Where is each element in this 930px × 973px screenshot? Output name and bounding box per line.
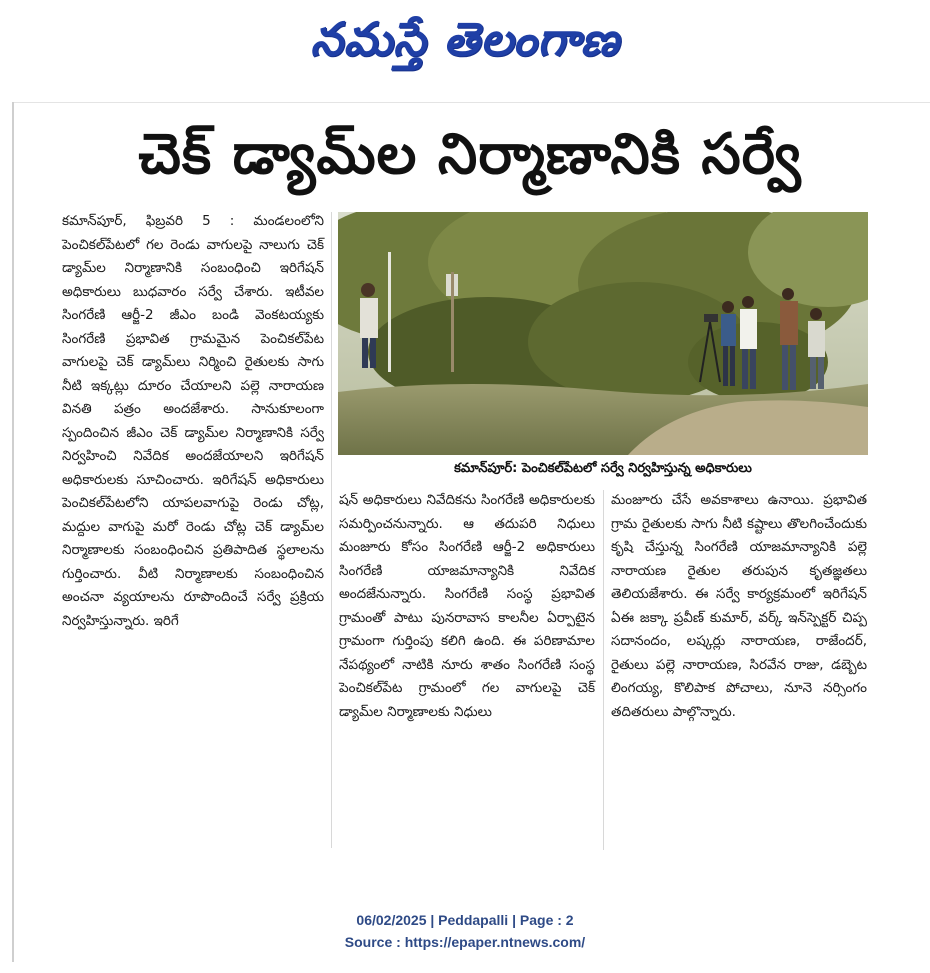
article-headline: చెక్ డ్యామ్‌ల నిర్మాణానికి సర్వే <box>138 122 802 187</box>
column-divider-1 <box>331 212 332 848</box>
article-column-2 <box>339 489 595 724</box>
article-column-2-text: షన్ అధికారులు నివేదికను సింగరేణి అధికారులకు సమర్పించనున్నారు. ఆ తదుపరి నిధులు మంజూరు కోసం సింగరేణి ఆర్జీ-2 అధికారులు సింగరేణి యాజమాన్యానికి నివేదిక అందజేనున్నారు. సింగరేణి సంస్థ ప్రభావిత గ్రామంతో పాటు పునరావాస కాలనీల ఏర్పాటైన గ్రామంగా గుర్తింపు కలిగి ఉంది. ఈ పరిణామాల నేపథ్యంలో నాటికి నూరు శాతం సింగరేణి సంస్థ పెంచికల్‌పేట గ్రామంలో గల వాగులపై చెక్ డ్యామ్‌ల నిర్మాణాలకు నిధులు <box>339 492 595 720</box>
article-photo <box>338 212 868 455</box>
survey-photo-illustration <box>338 212 868 455</box>
photo-caption: కమాన్‌పూర్: పెంచికల్‌పేటలో సర్వే నిర్వహిస్తున్న అధికారులు <box>454 461 752 476</box>
column-divider-2 <box>603 490 604 850</box>
frame-left-border <box>12 102 14 962</box>
masthead-title: నమస్తే తెలంగాణ <box>310 12 620 66</box>
article-column-3 <box>611 489 867 724</box>
article-column-3-text: మంజూరు చేసే అవకాశాలు ఉనాయి. ప్రభావిత గ్రామ రైతులకు సాగు నీటి కష్టాలు తొలగించేందుకు కృషి చేస్తున్న సింగరేణి యాజమాన్యానికి పల్లె నారాయణ రైతుల తరుపున కృతజ్ఞతలు తెలియజేశారు. ఈ సర్వే కార్యక్రమంలో ఇరిగేషన్ ఏఈ జక్కా ప్రవీణ్ కుమార్, వర్క్ ఇన్‌స్పెక్టర్ చిప్ప సదానందం, లష్కర్లు నారాయణ, రాజేందర్, రైతులు పల్లె నారాయణ, సిరవేన రాజు, డబ్బెట లింగయ్య, కొలిపాక పోచాలు, నూనె నర్సింగం తదితరులు పాల్గొన్నారు. <box>611 492 867 720</box>
footer-source[interactable]: Source : https://epaper.ntnews.com/ <box>344 934 586 950</box>
article-column-1-text: కమాన్‌పూర్, ఫిబ్రవరి 5 : మండలంలోని పెంచికల్‌పేటలో గల రెండు వాగులపై నాలుగు చెక్ డ్యామ్‌ల నిర్మాణానికి సంబంధించి ఇరిగేషన్ అధికారులు బుధవారం సర్వే చేశారు. ఇటీవల సింగరేణి ఆర్జీ-2 జీఎం బండి వెంకటయ్యకు సింగరేణి ప్రభావిత గ్రామమైన పెంచికల్‌పేట వాగులపై చెక్ డ్యామ్‌లు నిర్మించి రైతులకు సాగు నీటి ఇక్కట్లు దూరం చేయాలని పల్లె నారాయణ వినతి పత్రం అందజేశారు. సానుకూలంగా స్పందించిన జీఎం చెక్ డ్యామ్‌ల నిర్మాణానికి సర్వే నిర్వహించి నివేదిక అందజేయాలని ఇరిగేషన్ అధికారులకు సూచించారు. ఇరిగేషన్ అధికారులు పెంచికల్‌పేటలోని యాపలవాగుపై రెండు చోట్ల, మద్దుల వాగుపై మరో రెండు చోట్ల చెక్ డ్యామ్‌ల నిర్మాణాలకు సంబంధించిన ప్రతిపాదిత స్థలాలను గుర్తించారు. వీటి నిర్మాణాలకు సంబంధించిన అంచనా వ్యయాలను రూపొందించే సర్వే ప్రక్రియ నిర్వహిస్తున్నారు. ఇరిగే <box>62 213 324 629</box>
frame-top-border <box>12 102 930 103</box>
article-column-1 <box>62 210 324 633</box>
footer-date-edition: 06/02/2025 | Peddapalli | Page : 2 <box>356 912 574 928</box>
